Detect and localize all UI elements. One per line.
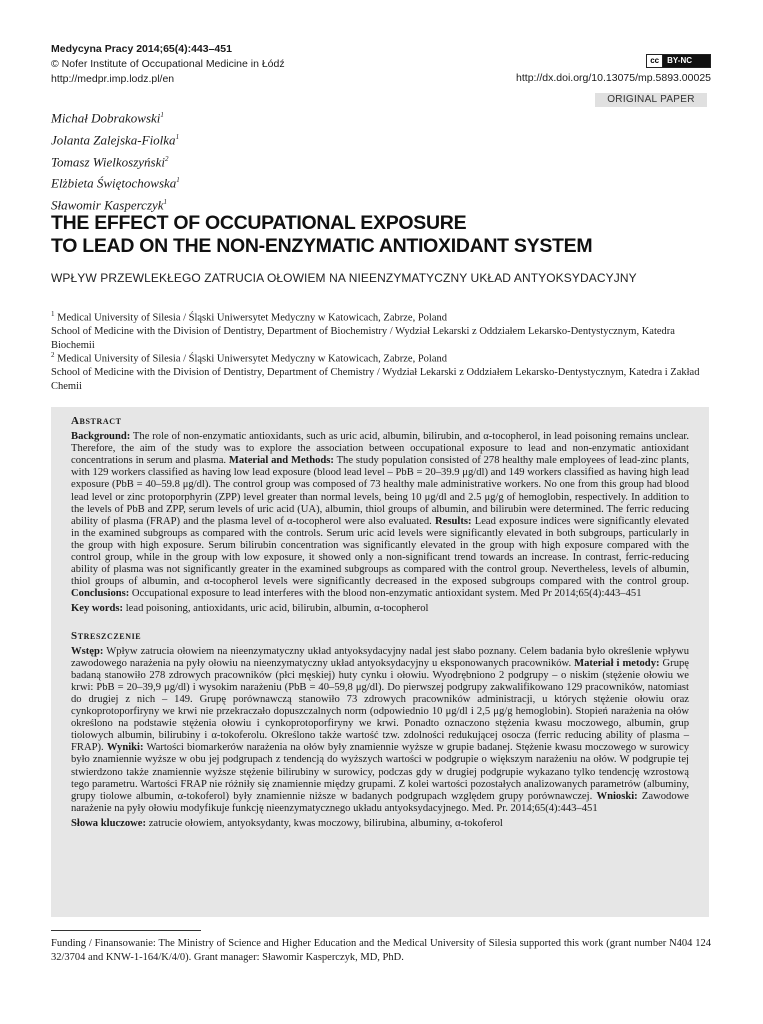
footnote-divider [51,930,201,931]
journal-url[interactable]: http://medpr.imp.lodz.pl/en [51,73,175,85]
funding-note: Funding / Finansowanie: The Ministry of Science and Higher Education and the Medical University of Silesia supported this work (grant number N404 124 32/3704 and KNW-1-164/K/4/0). Grant manager: Sławomir Kasperczyk, MD, PhD. [51,938,711,963]
cc-icon: cc [647,55,663,67]
journal-citation: Medycyna Pracy 2014;65(4):443–451 [51,43,232,55]
streszczenie-heading: Streszczenie [71,629,142,642]
doi-link[interactable]: http://dx.doi.org/10.13075/mp.5893.00025 [516,72,711,84]
abstract-body: Background: The role of non-enzymatic antioxidants, such as uric acid, albumin, bilirubin, and α-tocopherol, in lead poisoning remains unclear. Therefore, the aim of the study was to explore the association between occupational exposure to lead and non-enzymatic antioxidant concentrations in serum and plasma. Material and Methods: The study population consisted of 278 healthy male employees of lead-zinc plants, with 129 workers classified as having low lead exposure (blood lead level – PbB = 20–39.9 μg/dl) and 149 workers classified as having high lead exposure (PbB = 40–59.8 μg/dl). The control group was composed of 73 healthy male administrative workers. No one from this group had blood lead level or zinc protoporphyrin (ZPP) level greater than normal levels, being 10 μg/dl and 2.5 μg/g of hemoglobin, respectively. In addition to the levels of PbB and ZPP, serum levels of uric acid (UA), albumin, thiol groups of albumin, and bilirubin were determined. The ferric reducing ability of plasma (FRAP) and the plasma level of α-tocopherol were also evaluated. Results: Lead exposure indices were significantly elevated in the examined subgroups as compared with the controls. Serum uric acid levels were significantly elevated in both subgroups, particularly in the group with high exposure. Serum bilirubin concentration was significantly elevated in the group with high exposure compared with the control group, while in the group with low exposure, it showed only a non-significant trend towards an increase. In contrast, ferric-reducing ability of plasma was not significantly greater in the examined subgroups as compared with the control group. Nevertheless, levels of albumin, thiol groups of albumin, and α-tocopherol levels were significantly decreased in the exposed subgroups compared with the control group. Conclusions: Occupational exposure to lead interferes with the blood non-enzymatic antioxidant system. Med Pr 2014;65(4):443–451 [71,431,690,600]
affiliation-1: $^1$ Medical University of Silesia / Śląski Uniwersytet Medyczny w Katowicach, Zabrze, Poland School of Medicine with the Division of Dentistry, Department of Biochemistry / Wydział Lekarski z Oddziałem Lekarsko-Dentystycznym, Katedra Biochemii [51,310,675,351]
cc-license-badge[interactable] [646,54,711,68]
author: Michał Dobrakowski$^1$ [51,110,164,126]
affiliation-2: $^2$ Medical University of Silesia / Śląski Uniwersytet Medyczny w Katowicach, Zabrze, Poland School of Medicine with the Division of Dentistry, Department of Chemistry / Wydział Lekarski z Oddziałem Lekarsko-Dentystycznym, Katedra i Zakład Chemii [51,351,700,392]
author: Elżbieta Świętochowska$^1$ [51,175,180,191]
abstract-keywords: Key words: lead poisoning, antioxidants, uric acid, bilirubin, albumin, α-tocopherol [71,603,429,615]
polish-title: WPŁYW PRZEWLEKŁEGO ZATRUCIA OŁOWIEM NA NIEENZYMATYCZNY UKŁAD ANTYOKSYDACYJNY [51,271,637,285]
abstract-box [51,407,709,917]
author: Tomasz Wielkoszyński$^2$ [51,153,169,169]
copyright-line: © Nofer Institute of Occupational Medicine in Łódź [51,58,285,70]
abstract-heading: Abstract [71,415,122,427]
paper-title: THE EFFECT OF OCCUPATIONAL EXPOSURE TO LEAD ON THE NON-ENZYMATIC ANTIOXIDANT SYSTEM [51,212,593,257]
streszczenie-body: Wstęp: Wpływ zatrucia ołowiem na nieenzymatyczny układ antyoksydacyjny nadal jest słabo poznany. Celem badania było określenie wpływu zawodowego narażenia na pyły ołowiu na nieenzymatyczny układ antyoksydacyjny u eksponowanych pracowników. Materiał i metody: Grupę badaną stanowiło 278 zdrowych pracowników (płci męskiej) huty cynku i ołowiu. Wyodrębniono 2 podgrupy – o niskim (stężenie ołowiu we krwi: PbB = 20–39,9 μg/dl) i wysokim narażeniu (PbB = 40–59,8 μg/dl). Do pierwszej podgrupy zakwalifikowano 129 pracowników, natomiast do drugiej z nich – 149. Grupę porównawczą stanowiło 73 zdrowych pracowników administracji, u których stężenie ołowiu oraz cynkoprotoporfiryny we krwi nie przekraczało dopuszczalnych norm (odpowiednio 10 μg/dl i 2,5 μg/g hemoglobin). Stopień narażenia na ołów określono na podstawie stężenia ołowiu i cynkoprotoporfiryny we krwi. Ponadto oznaczono stężenia kwasu moczowego, albumin, grup tiolowych albumin, bilirubiny i α-tokoferolu. Określono także wartość tzw. zdolności redukującej osocza (ferric reducing ability of plasma – FRAP). Wyniki: Wartości biomarkerów narażenia na ołów były znamiennie wyższe w grupie badanej. Stężenie kwasu moczowego w surowicy było znamiennie wyższe w obu jej podgrupach z tendencją do wyższych wartości w podgrupie o większym narażeniu na ołów. W podgrupie tej stwierdzono także znamiennie wyższe stężenie bilirubiny w surowicy, podczas gdy w drugiej podgrupie wykazano tylko tendencję wzrostową tego parametru. Wartości FRAP nie różniły się znamiennie między grupami. Z kolei wartości pozostałych analizowanych parametrów (albuminy, grupy tiolowe albumin, α-tokoferol) były znamiennie niższe w badanych podgrupach względem grupy porównawczej. Wnioski: Zawodowe narażenie na pyły ołowiu modyfikuje funkcję nieenzymatycznego układu antyoksydacyjnego. Med. Pr. 2014;65(4):443–451 [71,645,690,814]
author-list [51,106,180,215]
article-type-label: ORIGINAL PAPER [595,93,707,107]
streszczenie-keywords: Słowa kluczowe: zatrucie ołowiem, antyoksydanty, kwas moczowy, bilirubina, albuminy, α-tokoferol [71,817,503,829]
author: Sławomir Kasperczyk$^1$ [51,197,168,213]
author: Jolanta Zalejska-Fiolka$^1$ [51,132,180,148]
license-doi-block [516,54,711,84]
by-nc-label: BY-NC [663,55,710,67]
